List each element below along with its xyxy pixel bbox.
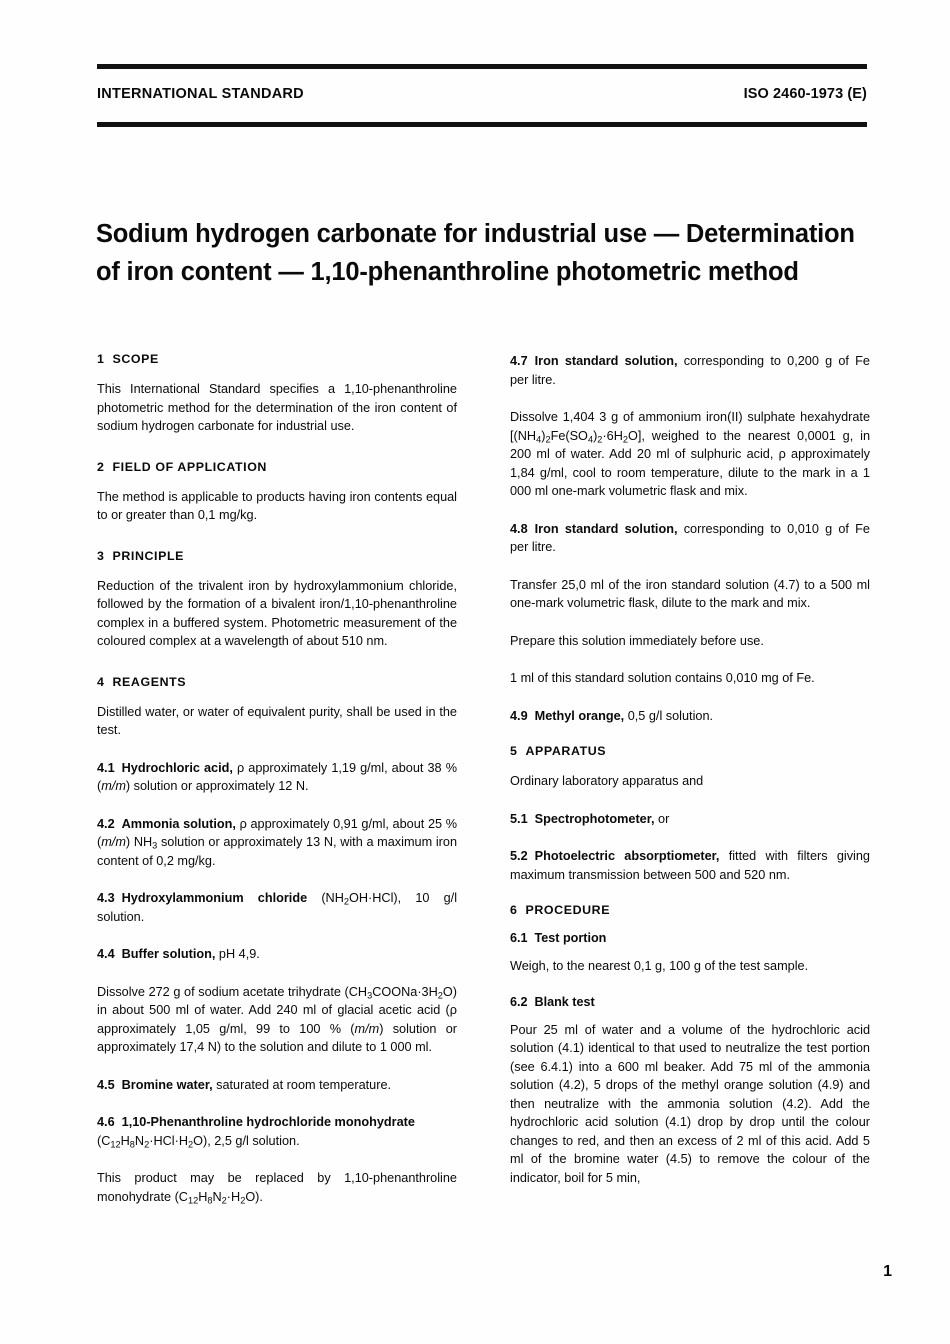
reagent-text-b: ) NH: [125, 835, 153, 849]
reagent-name: Hydroxylammonium chloride: [121, 891, 308, 905]
section-title: APPARATUS: [525, 744, 607, 758]
reagent-text-b: ) solution or approximately 12 N.: [125, 779, 309, 793]
reagent-text-a: ρ approximately 0,91 g/ml, about 25 % (: [97, 816, 457, 849]
formula-subscript: 3: [367, 990, 373, 1001]
section-number: 5: [510, 744, 518, 758]
left-column: [97, 352, 457, 1225]
section-heading-scope: [97, 352, 457, 366]
formula-subscript: 3: [152, 840, 158, 851]
reagent-number: 4.5: [97, 1077, 115, 1092]
section-number: 4: [97, 674, 105, 689]
dissolve-text-b: ): [541, 428, 546, 443]
reagent-name: Ammonia solution,: [121, 816, 236, 831]
reagent-name: Methyl orange,: [534, 708, 625, 723]
reagent-4-1: [97, 759, 457, 796]
formula-part: (C: [97, 1133, 111, 1148]
section-number: 3: [97, 548, 105, 563]
formula-subscript: 12: [187, 1195, 199, 1206]
formula-subscript: 2: [187, 1139, 194, 1150]
reagent-text-c: solution or approximately 13 N, with a maximum iron content of 0,2 mg/kg.: [97, 835, 458, 868]
reagents-intro-paragraph: Distilled water, or water of equivalent purity, shall be used in the test.: [97, 704, 457, 737]
apparatus-5-2: [510, 847, 870, 884]
header-rule-top: [97, 64, 867, 69]
section-title: PRINCIPLE: [112, 548, 184, 563]
reagent-name: Bromine water,: [121, 1077, 213, 1092]
subsection-heading-test-portion: [510, 931, 870, 945]
subsection-heading-blank-test: [510, 995, 870, 1009]
reagent-number: 4.4: [97, 947, 115, 961]
formula-subscript: 2: [221, 1195, 227, 1206]
section-number: 1: [97, 352, 105, 366]
reagent-4-6-body: [97, 1169, 457, 1206]
page-header: [97, 86, 867, 102]
right-column: [510, 352, 870, 1225]
formula-subscript: 8: [207, 1195, 213, 1206]
document-title: Sodium hydrogen carbonate for industrial use — Determination of iron content — 1,10-phenanthroline photometric method: [96, 220, 855, 287]
section-title: FIELD OF APPLICATION: [112, 459, 267, 474]
reagent-4-8-note-1: Prepare this solution immediately before use.: [510, 633, 764, 648]
buffer-italic: m/m: [354, 1021, 380, 1036]
reagent-number: 4.2: [97, 816, 115, 831]
section-title: SCOPE: [112, 352, 159, 366]
subsection-title: Test portion: [534, 931, 607, 945]
dissolve-text-e: ·6H: [602, 428, 623, 443]
replacement-text-e: O).: [245, 1189, 263, 1204]
dissolve-text-a: Dissolve 1,404 3 g of ammonium iron(II) sulphate hexahydrate [(NH: [510, 410, 870, 443]
section-title: PROCEDURE: [525, 903, 611, 917]
section-number: 6: [510, 903, 518, 917]
buffer-text-c: O) in about 500 ml of water. Add 240 ml of glacial acetic acid (ρ approximately 1,05 g/ml, 99 to 100 % (: [97, 984, 457, 1036]
blank-test-paragraph: Pour 25 ml of water and a volume of the hydrochloric acid solution (4.1) identical to that used to neutralize the test portion (see 6.4.1) into a 600 ml beaker. Add 75 ml of the ammonia solution (4.2), 5 drops of the methyl orange solution (4.9) and then neutralize with the ammonia solution (4.2). Add the hydrochloric acid solution (4.1) drop by drop until the colour changes to red, and then an excess of 2 ml of this acid. Add 5 ml of the bromine water (4.5) to remove the colour of the indicator, boil for 5 min,: [510, 1022, 870, 1185]
replacement-text-d: ·H: [226, 1189, 241, 1204]
reagent-4-3: [97, 889, 457, 926]
section-heading-reagents: [97, 675, 457, 689]
section-heading-procedure: [510, 903, 870, 917]
apparatus-intro-paragraph: Ordinary laboratory apparatus and: [510, 774, 704, 788]
dissolve-text-f: O], weighed to the nearest 0,0001 g, in 200 ml of water. Add 20 ml of sulphuric acid, ρ approximately 1,84 g/ml, cool to room temperature, dilute to the mark in a 1 000 ml one-mark volumetric flask and mix.: [510, 428, 870, 498]
formula-subscript: 2: [597, 434, 603, 445]
formula-part: ·HCl·H: [149, 1133, 188, 1148]
reagent-number: 4.7: [510, 354, 528, 368]
formula-subscript: 2: [144, 1139, 150, 1150]
reagent-number: 4.6: [97, 1115, 115, 1129]
test-portion-paragraph: Weigh, to the nearest 0,1 g, 100 g of the test sample.: [510, 959, 809, 973]
reagent-number: 4.9: [510, 708, 528, 723]
reagent-italic: m/m: [101, 779, 126, 793]
reagent-text: saturated at room temperature.: [212, 1077, 392, 1092]
section-number: 2: [97, 459, 105, 474]
reagent-4-4-body: [97, 983, 457, 1057]
reagent-4-9: [510, 707, 870, 726]
reagent-name: Iron standard solution,: [534, 521, 678, 536]
field-of-application-paragraph: The method is applicable to products having iron contents equal to or greater than 0,1 mg/kg.: [97, 489, 457, 522]
apparatus-number: 5.2: [510, 849, 528, 863]
reagent-number: 4.8: [510, 521, 528, 536]
two-column-body: [97, 352, 870, 1225]
page-number: 1: [883, 1263, 892, 1280]
apparatus-name: Spectrophotometer,: [534, 811, 655, 826]
apparatus-5-1: [510, 810, 870, 829]
reagent-text: corresponding to 0,010 g of Fe per litre.: [510, 521, 870, 554]
reagent-4-7: [510, 352, 870, 389]
apparatus-number: 5.1: [510, 811, 528, 826]
formula-part: N: [134, 1133, 145, 1148]
reagent-4-8-body: Transfer 25,0 ml of the iron standard solution (4.7) to a 500 ml one-mark volumetric flask, dilute to the mark and mix.: [510, 577, 870, 610]
reagent-number: 4.3: [97, 891, 115, 905]
subsection-number: 6.2: [510, 994, 528, 1009]
formula-subscript: 8: [129, 1139, 135, 1150]
section-heading-field-of-application: [97, 460, 457, 474]
reagent-text: pH 4,9.: [215, 947, 260, 961]
formula-subscript: 2: [240, 1195, 246, 1206]
dissolve-text-c: Fe(SO: [550, 428, 588, 443]
reagent-text-b: OH·HCl), 10 g/l solution.: [97, 891, 458, 924]
scope-paragraph: This International Standard specifies a 1,10-phenanthroline photometric method for the determination of the iron content of sodium hydrogen carbonate for industrial use.: [97, 382, 457, 433]
reagent-text: corresponding to 0,200 g of Fe per litre.: [510, 354, 870, 387]
buffer-text-a: Dissolve 272 g of sodium acetate trihydrate (CH: [97, 984, 368, 999]
apparatus-text: fitted with filters giving maximum transmission between 500 and 520 nm.: [510, 849, 870, 882]
standard-type-label: INTERNATIONAL STANDARD: [97, 86, 304, 102]
principle-paragraph: Reduction of the trivalent iron by hydroxylammonium chloride, followed by the formation of a bivalent iron/1,10-phenanthroline complex in a buffered system. Photometric measurement of the coloured complex at a wavelength of about 510 nm.: [97, 578, 457, 648]
formula-subscript: 12: [110, 1139, 121, 1150]
replacement-text-a: This product may be replaced by 1,10-phenanthroline monohydrate (C: [97, 1171, 457, 1204]
formula-subscript: 2: [545, 434, 551, 445]
buffer-text-d: ) solution or approximately 17,4 N) to the solution and dilute to 1 000 ml.: [97, 1021, 457, 1054]
reagent-4-2: [97, 815, 457, 871]
subsection-title: Blank test: [534, 994, 595, 1009]
section-heading-apparatus: [510, 744, 870, 758]
reagent-4-8-note-2: 1 ml of this standard solution contains 0,010 mg of Fe.: [510, 671, 815, 685]
reagent-name: 1,10-Phenanthroline hydrochloride monohydrate: [121, 1115, 415, 1129]
section-title: REAGENTS: [112, 674, 187, 689]
reagent-text-a: (NH: [307, 891, 344, 905]
reagent-4-6: [97, 1113, 457, 1150]
reagent-4-7-body: [510, 408, 870, 501]
reagent-italic: m/m: [101, 835, 126, 849]
reagent-name: Hydrochloric acid,: [121, 760, 233, 775]
formula-subscript: 2: [622, 434, 628, 445]
formula-subscript: 2: [343, 896, 349, 907]
formula-subscript: 4: [587, 434, 594, 445]
replacement-text-c: N: [212, 1189, 222, 1204]
reagent-name: Buffer solution,: [121, 947, 216, 961]
formula-subscript: 2: [437, 990, 443, 1001]
reagent-text-a: ρ approximately 1,19 g/ml, about 38 % (: [97, 760, 457, 793]
reagent-4-8: [510, 520, 870, 557]
standard-reference-label: ISO 2460-1973 (E): [743, 86, 867, 102]
dissolve-text-d: ): [593, 428, 598, 443]
replacement-text-b: H: [198, 1189, 208, 1204]
section-heading-principle: [97, 549, 457, 563]
formula-part: O), 2,5 g/l solution.: [193, 1133, 300, 1148]
formula-subscript: 4: [536, 434, 542, 445]
reagent-4-4: [97, 945, 457, 964]
reagent-4-5: [97, 1076, 457, 1095]
apparatus-name: Photoelectric absorptiometer,: [534, 849, 720, 863]
reagent-name: Iron standard solution,: [534, 354, 678, 368]
apparatus-text: or: [654, 811, 670, 826]
reagent-text: 0,5 g/l solution.: [624, 708, 714, 723]
reagent-number: 4.1: [97, 760, 115, 775]
buffer-text-b: COONa·3H: [372, 984, 438, 999]
subsection-number: 6.1: [510, 931, 528, 945]
formula-part: H: [120, 1133, 130, 1148]
header-rule-bottom: [97, 122, 867, 127]
